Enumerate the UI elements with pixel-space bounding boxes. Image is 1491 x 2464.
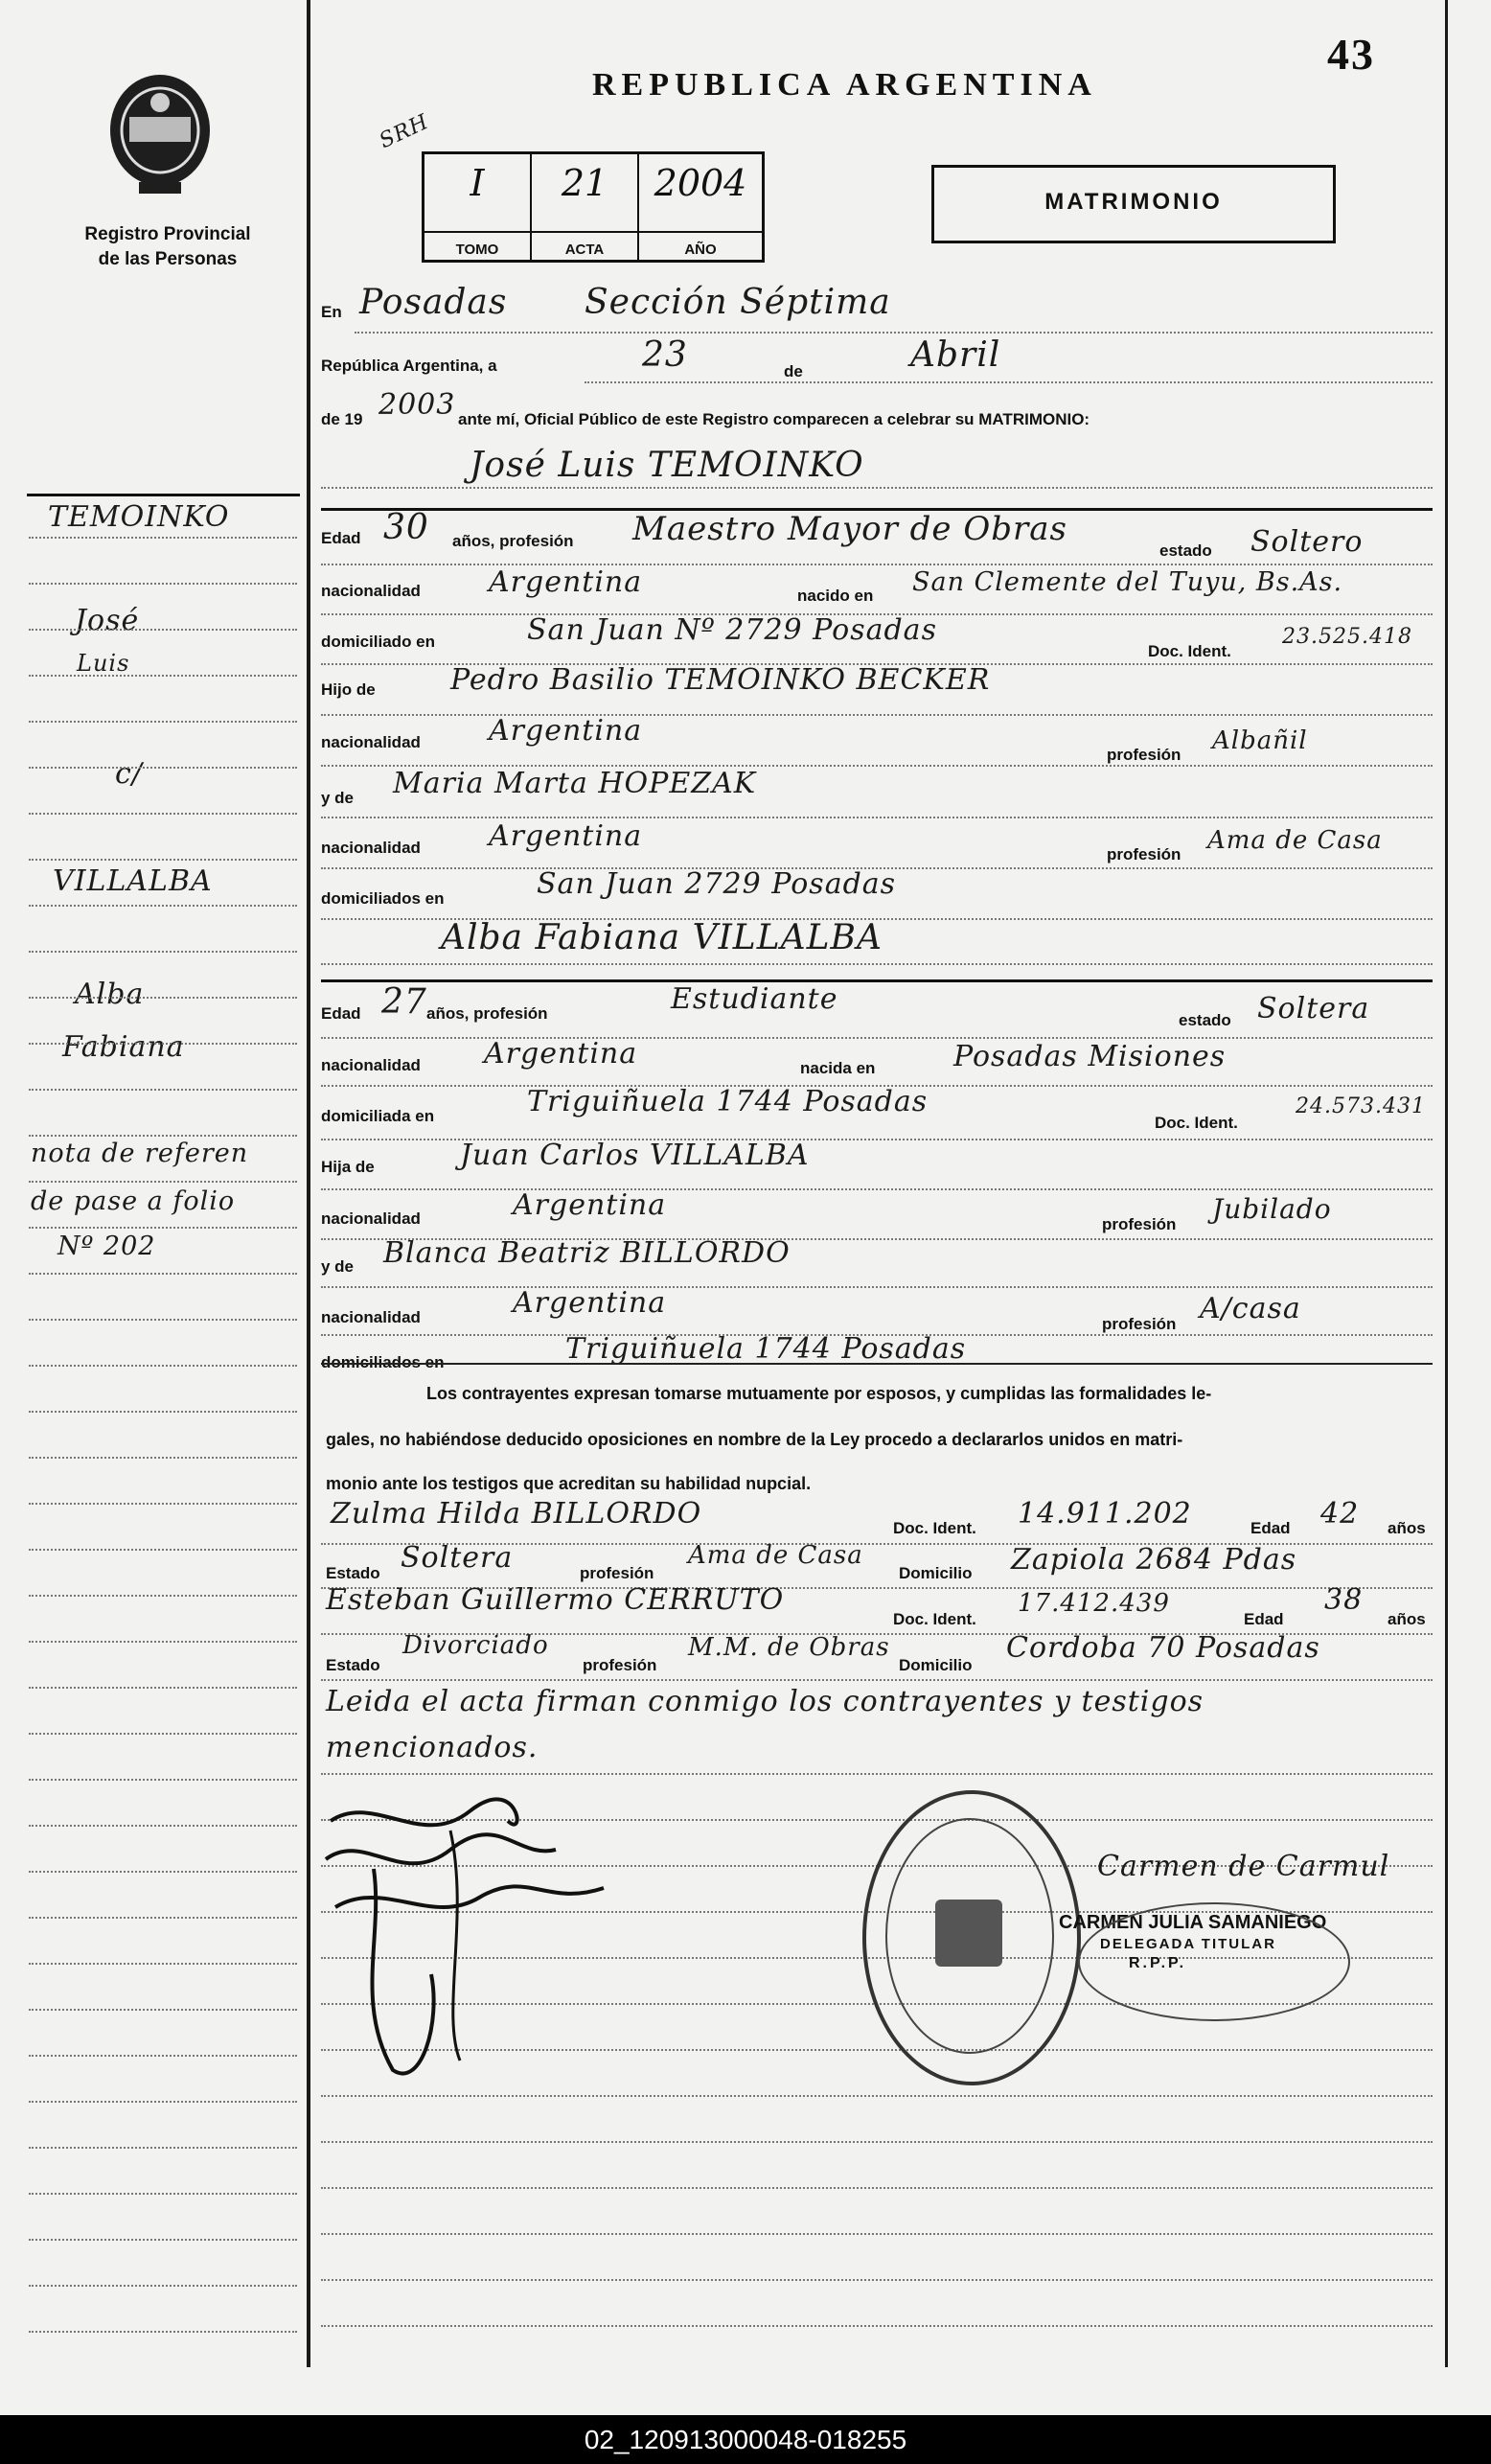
label-nacido-en: nacido en xyxy=(797,587,874,605)
groom-parents-address: San Juan 2729 Posadas xyxy=(537,867,897,901)
label-hijo-de: Hijo de xyxy=(321,680,376,699)
groom-nationality: Argentina xyxy=(489,565,643,599)
margin-ruled-line xyxy=(29,675,297,677)
groom-mother-nationality: Argentina xyxy=(489,819,643,853)
acta-value: 21 xyxy=(561,162,608,204)
groom-birthplace: San Clemente del Tuyu, Bs.As. xyxy=(912,567,1343,597)
label-estado: estado xyxy=(1179,1011,1231,1029)
groom-name: José Luis TEMOINKO xyxy=(470,446,864,485)
label-ante-mi: ante mí, Oficial Público de este Registro comparecen a celebrar su MATRIMONIO: xyxy=(458,410,1090,428)
officer-title: DELEGADA TITULAR xyxy=(1100,1936,1276,1952)
label-estado: Estado xyxy=(326,1656,380,1674)
margin-ruled-line xyxy=(29,1595,297,1597)
groom-age: 30 xyxy=(383,508,429,547)
bride-profession: Estudiante xyxy=(671,982,838,1016)
label-nacida-en: nacida en xyxy=(800,1059,876,1077)
margin-note-2: de pase a folio xyxy=(31,1186,236,1216)
margin-ruled-line xyxy=(29,2009,297,2011)
margin-surname-1: TEMOINKO xyxy=(48,500,230,534)
margin-given-2b: Fabiana xyxy=(62,1030,185,1064)
margin-ruled-line xyxy=(29,1365,297,1367)
label-profesion: profesión xyxy=(580,1564,654,1582)
label-domiciliado-en: domiciliado en xyxy=(321,633,436,651)
groom-status: Soltero xyxy=(1250,525,1364,559)
ruled-line xyxy=(321,2279,1433,2281)
officer-stamp-oval xyxy=(1078,1902,1350,2021)
bride-father-nationality: Argentina xyxy=(513,1188,667,1222)
label-anos: años xyxy=(1388,1519,1426,1537)
label-profesion: profesión xyxy=(1102,1215,1177,1233)
label-doc-ident: Doc. Ident. xyxy=(1155,1114,1238,1132)
label-nacionalidad: nacionalidad xyxy=(321,839,421,857)
margin-ruled-line xyxy=(29,583,297,585)
bride-status: Soltera xyxy=(1257,992,1370,1025)
label-republica: República Argentina, a xyxy=(321,357,497,375)
witness-1-doc: 14.911.202 xyxy=(1018,1497,1192,1531)
label-y-de: y de xyxy=(321,789,355,807)
official-seal-icon xyxy=(862,1790,1081,2085)
anio-label: AÑO xyxy=(684,242,717,258)
handwritten-mark: SRH xyxy=(376,109,433,154)
witness-1-name: Zulma Hilda BILLORDO xyxy=(331,1497,702,1531)
margin-ruled-line xyxy=(29,1779,297,1781)
margin-divider xyxy=(307,0,310,2367)
bride-mother-nationality: Argentina xyxy=(513,1286,667,1320)
tomo-value: I xyxy=(470,162,485,204)
margin-ruled-line xyxy=(29,1733,297,1735)
label-doc-ident: Doc. Ident. xyxy=(1148,642,1231,660)
year: 2003 xyxy=(378,388,456,422)
witness-2-doc: 17.412.439 xyxy=(1018,1589,1170,1618)
label-doc-ident: Doc. Ident. xyxy=(893,1610,976,1628)
label-doc-ident: Doc. Ident. xyxy=(893,1519,976,1537)
record-type: MATRIMONIO xyxy=(1044,189,1223,215)
record-type-box xyxy=(931,165,1336,243)
label-de19: de 19 xyxy=(321,410,363,428)
coat-of-arms-icon xyxy=(101,69,219,203)
margin-ruled-line xyxy=(29,721,297,723)
margin-ruled-line xyxy=(29,1963,297,1965)
margin-ruled-line xyxy=(29,537,297,539)
ruled-line xyxy=(321,2187,1433,2189)
statement-line-2: gales, no habiéndose deducido oposiciones en nombre de la Ley procedo a declararlos unidos en matri- xyxy=(326,1430,1183,1449)
margin-ruled-line xyxy=(29,1825,297,1827)
bride-birthplace: Posadas Misiones xyxy=(953,1040,1227,1073)
acta-label: ACTA xyxy=(564,242,605,258)
bride-nationality: Argentina xyxy=(484,1037,638,1071)
margin-ruled-line xyxy=(29,1319,297,1321)
margin-ruled-line xyxy=(29,1043,297,1045)
margin-ruled-line xyxy=(29,1181,297,1183)
margin-ruled-line xyxy=(29,1089,297,1091)
margin-ruled-line xyxy=(29,2101,297,2103)
margin-ruled-line xyxy=(29,1871,297,1873)
witness-2-age: 38 xyxy=(1324,1583,1364,1617)
ruled-line xyxy=(321,2325,1433,2327)
groom-father-nationality: Argentina xyxy=(489,714,643,748)
label-nacionalidad: nacionalidad xyxy=(321,1308,421,1326)
margin-ruled-line xyxy=(29,997,297,999)
margin-ruled-line xyxy=(29,859,297,861)
margin-ruled-line xyxy=(29,2239,297,2241)
margin-note-3: Nº 202 xyxy=(57,1232,156,1261)
label-profesion: profesión xyxy=(1102,1315,1177,1333)
witness-1-age: 42 xyxy=(1320,1497,1360,1531)
witness-1-profession: Ama de Casa xyxy=(688,1541,863,1570)
witness-2-name: Esteban Guillermo CERRUTO xyxy=(326,1583,785,1617)
groom-father-profession: Albañil xyxy=(1212,726,1308,755)
margin-given-1b: Luis xyxy=(77,650,130,677)
label-edad: Edad xyxy=(321,1004,361,1023)
statement-line-3: monio ante los testigos que acreditan su habilidad nupcial. xyxy=(326,1474,812,1493)
witness-1-status: Soltera xyxy=(401,1541,514,1575)
margin-ruled-line xyxy=(29,951,297,953)
day: 23 xyxy=(642,335,688,375)
bride-father-profession: Jubilado xyxy=(1212,1193,1332,1225)
witness-2-status: Divorciado xyxy=(402,1631,549,1660)
label-domicilio: Domicilio xyxy=(899,1656,973,1674)
margin-surname-2: VILLALBA xyxy=(53,864,213,898)
label-profesion: profesión xyxy=(1107,845,1181,864)
groom-address: San Juan Nº 2729 Posadas xyxy=(527,613,937,647)
registry-name: Registro Provincial de las Personas xyxy=(84,224,251,269)
label-en: En xyxy=(321,303,342,321)
label-nacionalidad: nacionalidad xyxy=(321,733,421,751)
margin-ruled-line xyxy=(29,813,297,815)
margin-ruled-line xyxy=(29,2193,297,2195)
ruled-line xyxy=(321,2141,1433,2143)
month: Abril xyxy=(910,335,1001,375)
margin-ruled-line xyxy=(29,1641,297,1643)
margin-ruled-line xyxy=(29,1917,297,1919)
label-domicilio: Domicilio xyxy=(899,1564,973,1582)
margin-ruled-line xyxy=(29,905,297,907)
label-profesion: profesión xyxy=(1107,746,1181,764)
record-number-box xyxy=(422,151,765,263)
witness-2-profession: M.M. de Obras xyxy=(688,1633,890,1662)
ruled-line xyxy=(321,2233,1433,2235)
bride-father: Juan Carlos VILLALBA xyxy=(460,1139,810,1172)
anio-value: 2004 xyxy=(654,162,747,204)
margin-ruled-line xyxy=(29,1135,297,1137)
place-city: Posadas xyxy=(359,283,508,322)
label-anos: años xyxy=(1388,1610,1426,1628)
label-edad: Edad xyxy=(1250,1519,1291,1537)
label-anos-profesion: años, profesión xyxy=(426,1004,548,1023)
ruled-line xyxy=(321,1773,1433,1775)
witness-1-address: Zapiola 2684 Pdas xyxy=(1011,1543,1297,1577)
place-section: Sección Séptima xyxy=(585,283,891,322)
page-number: 43 xyxy=(1327,30,1375,79)
margin-ruled-line xyxy=(29,767,297,769)
bride-parents-address: Triguiñuela 1744 Posadas xyxy=(565,1332,967,1366)
margin-ruled-line xyxy=(29,629,297,631)
bride-mother: Blanca Beatriz BILLORDO xyxy=(383,1236,791,1270)
groom-mother: Maria Marta HOPEZAK xyxy=(393,767,757,800)
right-border xyxy=(1445,0,1448,2367)
margin-ruled-line xyxy=(29,1457,297,1459)
bride-doc: 24.573.431 xyxy=(1296,1094,1426,1118)
label-nacionalidad: nacionalidad xyxy=(321,1056,421,1074)
groom-profession: Maestro Mayor de Obras xyxy=(632,510,1067,548)
label-y-de: y de xyxy=(321,1257,355,1276)
label-estado: Estado xyxy=(326,1564,380,1582)
margin-ruled-line xyxy=(29,1687,297,1689)
country-title: REPUBLICA ARGENTINA xyxy=(592,67,1097,103)
label-domiciliados-en: domiciliados en xyxy=(321,889,445,908)
scan-id-footer: 02_120913000048-018255 xyxy=(0,2415,1491,2464)
closing-text: Leida el acta firman conmigo los contrayentes y testigos mencionados. xyxy=(326,1685,1204,1764)
margin-given-2a: Alba xyxy=(75,978,145,1011)
signatures xyxy=(316,1783,632,2099)
officer-name: CARMEN JULIA SAMANIEGO xyxy=(1059,1912,1327,1933)
margin-ruled-line xyxy=(29,1227,297,1229)
label-estado: estado xyxy=(1159,541,1212,560)
witness-2-address: Cordoba 70 Posadas xyxy=(1006,1631,1320,1665)
groom-father: Pedro Basilio TEMOINKO BECKER xyxy=(450,663,991,697)
label-profesion: profesión xyxy=(583,1656,657,1674)
bride-age: 27 xyxy=(381,982,427,1022)
label-hija-de: Hija de xyxy=(321,1158,375,1176)
margin-ruled-line xyxy=(29,1503,297,1505)
margin-ruled-line xyxy=(29,1273,297,1275)
margin-ruled-line xyxy=(29,2331,297,2333)
margin-ruled-line xyxy=(29,2285,297,2287)
margin-ruled-line xyxy=(29,1411,297,1413)
label-edad: Edad xyxy=(1244,1610,1284,1628)
bride-name: Alba Fabiana VILLALBA xyxy=(441,918,883,957)
margin-ruled-line xyxy=(29,2055,297,2057)
groom-mother-profession: Ama de Casa xyxy=(1207,826,1383,855)
label-de: de xyxy=(784,362,803,380)
margin-given-1a: José xyxy=(75,604,140,637)
groom-doc: 23.525.418 xyxy=(1282,625,1412,649)
label-domiciliados-en: domiciliados en xyxy=(321,1353,445,1371)
officer-office: R.P.P. xyxy=(1129,1955,1187,1971)
bride-address: Triguiñuela 1744 Posadas xyxy=(527,1085,929,1118)
margin-top-rule xyxy=(27,494,300,496)
label-nacionalidad: nacionalidad xyxy=(321,582,421,600)
label-nacionalidad: nacionalidad xyxy=(321,1209,421,1228)
margin-ruled-line xyxy=(29,1549,297,1551)
statement-line-1: Los contrayentes expresan tomarse mutuamente por esposos, y cumplidas las formalidades le- xyxy=(426,1384,1212,1403)
margin-connector: c/ xyxy=(115,757,143,791)
tomo-label: TOMO xyxy=(455,242,499,258)
margin-note-1: nota de referen xyxy=(31,1139,249,1168)
label-anos-profesion: años, profesión xyxy=(452,532,574,550)
margin-ruled-line xyxy=(29,2147,297,2149)
label-domiciliada-en: domiciliada en xyxy=(321,1107,435,1125)
label-edad: Edad xyxy=(321,529,361,547)
officer-signature: Carmen de Carmul xyxy=(1097,1850,1390,1883)
bride-mother-profession: A/casa xyxy=(1200,1292,1301,1325)
